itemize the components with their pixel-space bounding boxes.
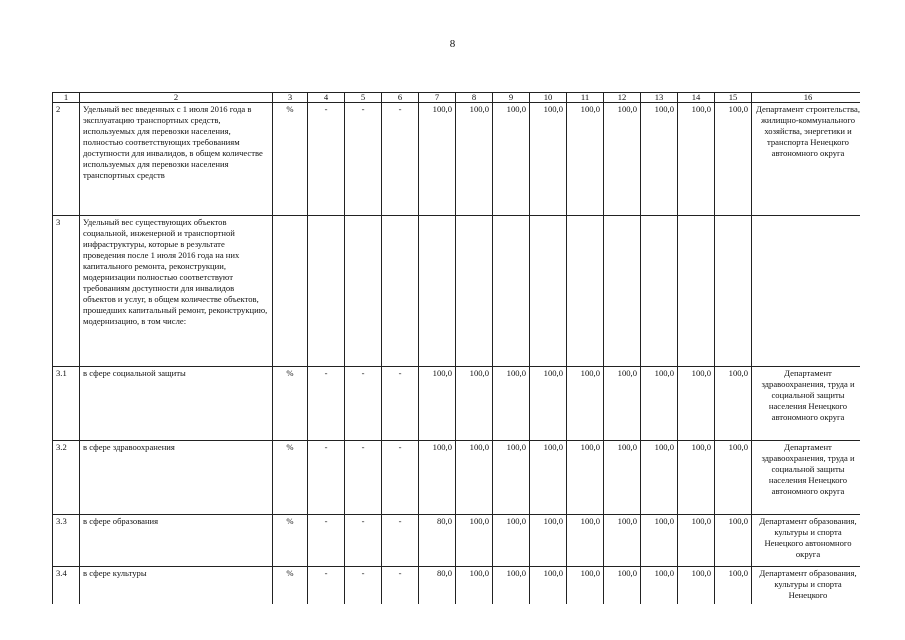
value-cell: - — [308, 367, 345, 441]
value-cell — [604, 216, 641, 367]
unit-cell: % — [273, 441, 308, 515]
value-cell: 100,0 — [678, 567, 715, 605]
column-number-cell: 3 — [273, 93, 308, 103]
value-cell: 100,0 — [715, 103, 752, 216]
indicator-name: в сфере социальной защиты — [80, 367, 273, 441]
value-cell: 80,0 — [419, 515, 456, 567]
value-cell: 100,0 — [604, 367, 641, 441]
value-cell — [678, 216, 715, 367]
column-number-cell: 16 — [752, 93, 861, 103]
table-row — [53, 216, 861, 367]
value-cell: 100,0 — [604, 567, 641, 605]
column-number-cell: 1 — [53, 93, 80, 103]
column-number-cell: 15 — [715, 93, 752, 103]
value-cell — [308, 216, 345, 367]
value-cell — [641, 216, 678, 367]
value-cell — [419, 216, 456, 367]
column-number-cell: 13 — [641, 93, 678, 103]
value-cell: 100,0 — [715, 441, 752, 515]
value-cell — [345, 216, 382, 367]
value-cell: 100,0 — [641, 441, 678, 515]
value-cell: 100,0 — [715, 567, 752, 605]
value-cell: 100,0 — [456, 441, 493, 515]
table-row — [53, 567, 861, 605]
value-cell: - — [345, 367, 382, 441]
responsible-department: Департамент здравоохранения, труда и социальной защиты населения Ненецкого автономного округа — [752, 367, 861, 441]
value-cell: - — [382, 567, 419, 605]
value-cell: 100,0 — [456, 515, 493, 567]
value-cell: - — [345, 515, 382, 567]
value-cell: 100,0 — [567, 515, 604, 567]
value-cell: 100,0 — [641, 567, 678, 605]
value-cell — [567, 216, 604, 367]
value-cell: 100,0 — [641, 103, 678, 216]
row-number: 3 — [53, 216, 80, 367]
indicators-table — [52, 92, 860, 604]
value-cell: 100,0 — [567, 103, 604, 216]
value-cell: 100,0 — [419, 367, 456, 441]
value-cell: 100,0 — [715, 367, 752, 441]
unit-cell: % — [273, 515, 308, 567]
value-cell: 100,0 — [493, 103, 530, 216]
column-number-cell: 5 — [345, 93, 382, 103]
unit-cell: % — [273, 103, 308, 216]
row-number: 3.3 — [53, 515, 80, 567]
value-cell: 100,0 — [678, 367, 715, 441]
value-cell — [382, 216, 419, 367]
value-cell: 100,0 — [530, 515, 567, 567]
table-row — [53, 103, 861, 216]
column-number-cell: 2 — [80, 93, 273, 103]
value-cell: 100,0 — [530, 367, 567, 441]
value-cell: 100,0 — [530, 567, 567, 605]
value-cell: 100,0 — [493, 515, 530, 567]
column-number-cell: 12 — [604, 93, 641, 103]
column-number-cell: 14 — [678, 93, 715, 103]
responsible-department: Департамент здравоохранения, труда и социальной защиты населения Ненецкого автономного округа — [752, 441, 861, 515]
responsible-department: Департамент образования, культуры и спорта Ненецкого автономного округа — [752, 515, 861, 567]
value-cell: 100,0 — [530, 103, 567, 216]
value-cell: 100,0 — [641, 367, 678, 441]
responsible-department — [752, 216, 861, 367]
value-cell: - — [382, 367, 419, 441]
value-cell: 100,0 — [456, 103, 493, 216]
unit-cell — [273, 216, 308, 367]
row-number: 3.1 — [53, 367, 80, 441]
page-number: 8 — [449, 38, 456, 50]
row-number: 3.4 — [53, 567, 80, 605]
table-row — [53, 441, 861, 515]
value-cell: - — [345, 567, 382, 605]
unit-cell: % — [273, 567, 308, 605]
responsible-department: Департамент образования, культуры и спорта Ненецкого — [752, 567, 861, 605]
value-cell: 100,0 — [419, 441, 456, 515]
value-cell: 100,0 — [678, 515, 715, 567]
value-cell: 80,0 — [419, 567, 456, 605]
value-cell: - — [382, 515, 419, 567]
column-number-cell: 10 — [530, 93, 567, 103]
value-cell — [493, 216, 530, 367]
responsible-department: Департамент строительства, жилищно-коммунального хозяйства, энергетики и транспорта Ненецкого автономного округа — [752, 103, 861, 216]
value-cell — [530, 216, 567, 367]
value-cell: 100,0 — [567, 441, 604, 515]
value-cell: - — [345, 441, 382, 515]
value-cell: 100,0 — [493, 367, 530, 441]
value-cell: 100,0 — [567, 567, 604, 605]
value-cell: 100,0 — [456, 367, 493, 441]
indicators-table-wrap — [52, 92, 860, 604]
value-cell: - — [308, 567, 345, 605]
column-number-cell: 9 — [493, 93, 530, 103]
value-cell: 100,0 — [604, 515, 641, 567]
value-cell: 100,0 — [604, 103, 641, 216]
value-cell — [715, 216, 752, 367]
value-cell: - — [345, 103, 382, 216]
value-cell: - — [308, 103, 345, 216]
value-cell: - — [308, 441, 345, 515]
value-cell: 100,0 — [530, 441, 567, 515]
value-cell: 100,0 — [678, 441, 715, 515]
indicator-name: Удельный вес введенных с 1 июля 2016 года в эксплуатацию транспортных средств, используемых для перевозки населения, полностью соответствующих требованиям доступности для инвалидов, в общем количестве используемых для перевозки населения транспортных средств — [80, 103, 273, 216]
indicator-name: в сфере культуры — [80, 567, 273, 605]
value-cell: 100,0 — [456, 567, 493, 605]
indicator-name: в сфере здравоохранения — [80, 441, 273, 515]
value-cell: 100,0 — [715, 515, 752, 567]
column-number-cell: 11 — [567, 93, 604, 103]
value-cell: - — [308, 515, 345, 567]
table-row — [53, 367, 861, 441]
value-cell: - — [382, 441, 419, 515]
column-number-cell: 8 — [456, 93, 493, 103]
column-number-cell: 6 — [382, 93, 419, 103]
row-number: 3.2 — [53, 441, 80, 515]
value-cell: - — [382, 103, 419, 216]
indicator-name: Удельный вес существующих объектов социальной, инженерной и транспортной инфраструктуры, которые в результате проведения после 1 июля 2016 года на них капитального ремонта, реконструкции, модернизации полностью соответствуют требованиям доступности для инвалидов объектов и услуг, в общем количестве объектов, прошедших капитальный ремонт, реконструкцию, модернизацию, в том числе: — [80, 216, 273, 367]
column-number-cell: 7 — [419, 93, 456, 103]
column-number-cell: 4 — [308, 93, 345, 103]
value-cell: 100,0 — [567, 367, 604, 441]
unit-cell: % — [273, 367, 308, 441]
value-cell: 100,0 — [678, 103, 715, 216]
value-cell: 100,0 — [419, 103, 456, 216]
value-cell: 100,0 — [493, 567, 530, 605]
value-cell — [456, 216, 493, 367]
indicator-name: в сфере образования — [80, 515, 273, 567]
table-row — [53, 515, 861, 567]
value-cell: 100,0 — [493, 441, 530, 515]
row-number: 2 — [53, 103, 80, 216]
column-number-row — [53, 93, 861, 103]
table-body — [53, 93, 861, 605]
value-cell: 100,0 — [604, 441, 641, 515]
value-cell: 100,0 — [641, 515, 678, 567]
